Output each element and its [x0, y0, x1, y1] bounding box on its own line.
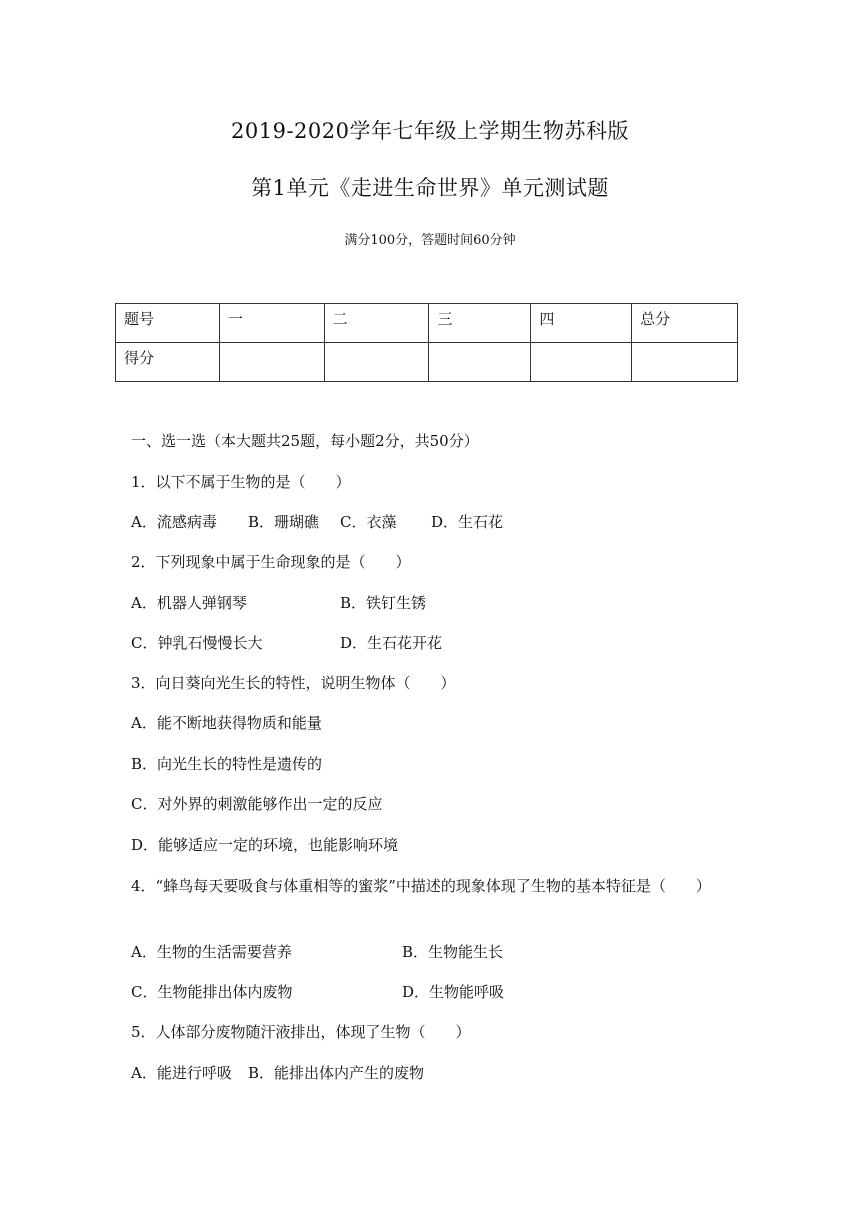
option: B．铁钉生锈: [340, 594, 427, 612]
option: C．衣藻: [340, 513, 397, 531]
score-cell: 得分: [116, 343, 220, 382]
option: A．流感病毒: [131, 513, 217, 531]
score-cell: 一: [219, 304, 324, 343]
question-stem: 4．“蜂鸟每天要吸食与体重相等的蜜浆”中描述的现象体现了生物的基本特征是（ ）: [131, 877, 711, 895]
score-cell: 二: [324, 304, 429, 343]
score-table-score-row: [116, 343, 738, 382]
question-stem: 5．人体部分废物随汗液排出，体现了生物（ ）: [131, 1023, 471, 1041]
option: D．生物能呼吸: [402, 983, 505, 1001]
score-entry-cell[interactable]: [632, 343, 738, 382]
option: A．能进行呼吸: [131, 1064, 232, 1082]
option: C．钟乳石慢慢长大: [131, 634, 263, 652]
page-subtitle: 满分100分，答题时间60分钟: [344, 233, 516, 248]
question-stem: 2．下列现象中属于生命现象的是（ ）: [131, 553, 411, 571]
question-stem: 1．以下不属于生物的是（ ）: [131, 473, 351, 491]
score-cell: 四: [531, 304, 632, 343]
section-heading: 一、选一选（本大题共25题，每小题2分，共50分）: [131, 432, 479, 450]
option: D．能够适应一定的环境，也能影响环境: [131, 836, 399, 854]
option: C．对外界的刺激能够作出一定的反应: [131, 795, 383, 813]
option: B．生物能生长: [402, 943, 504, 961]
option: B．珊瑚礁: [248, 513, 320, 531]
score-entry-cell[interactable]: [429, 343, 531, 382]
page-title-line1: 2019-2020学年七年级上学期生物苏科版: [231, 119, 629, 143]
option: D．生石花开花: [340, 634, 443, 652]
score-cell: 三: [429, 304, 531, 343]
option: D．生石花: [431, 513, 504, 531]
score-entry-cell[interactable]: [219, 343, 324, 382]
option: C．生物能排出体内废物: [131, 983, 293, 1001]
option: A．生物的生活需要营养: [131, 943, 292, 961]
option: B．向光生长的特性是遗传的: [131, 755, 323, 773]
option: A．能不断地获得物质和能量: [131, 714, 322, 732]
score-table-header-row: [116, 304, 738, 343]
question-stem: 3．向日葵向光生长的特性，说明生物体（ ）: [131, 674, 456, 692]
option: A．机器人弹钢琴: [131, 594, 247, 612]
score-cell: 总分: [632, 304, 738, 343]
score-entry-cell[interactable]: [531, 343, 632, 382]
score-cell: 题号: [116, 304, 220, 343]
score-table: [115, 303, 738, 382]
option: B．能排出体内产生的废物: [248, 1064, 425, 1082]
score-entry-cell[interactable]: [324, 343, 429, 382]
page-title-line2: 第1单元《走进生命世界》单元测试题: [251, 176, 609, 200]
